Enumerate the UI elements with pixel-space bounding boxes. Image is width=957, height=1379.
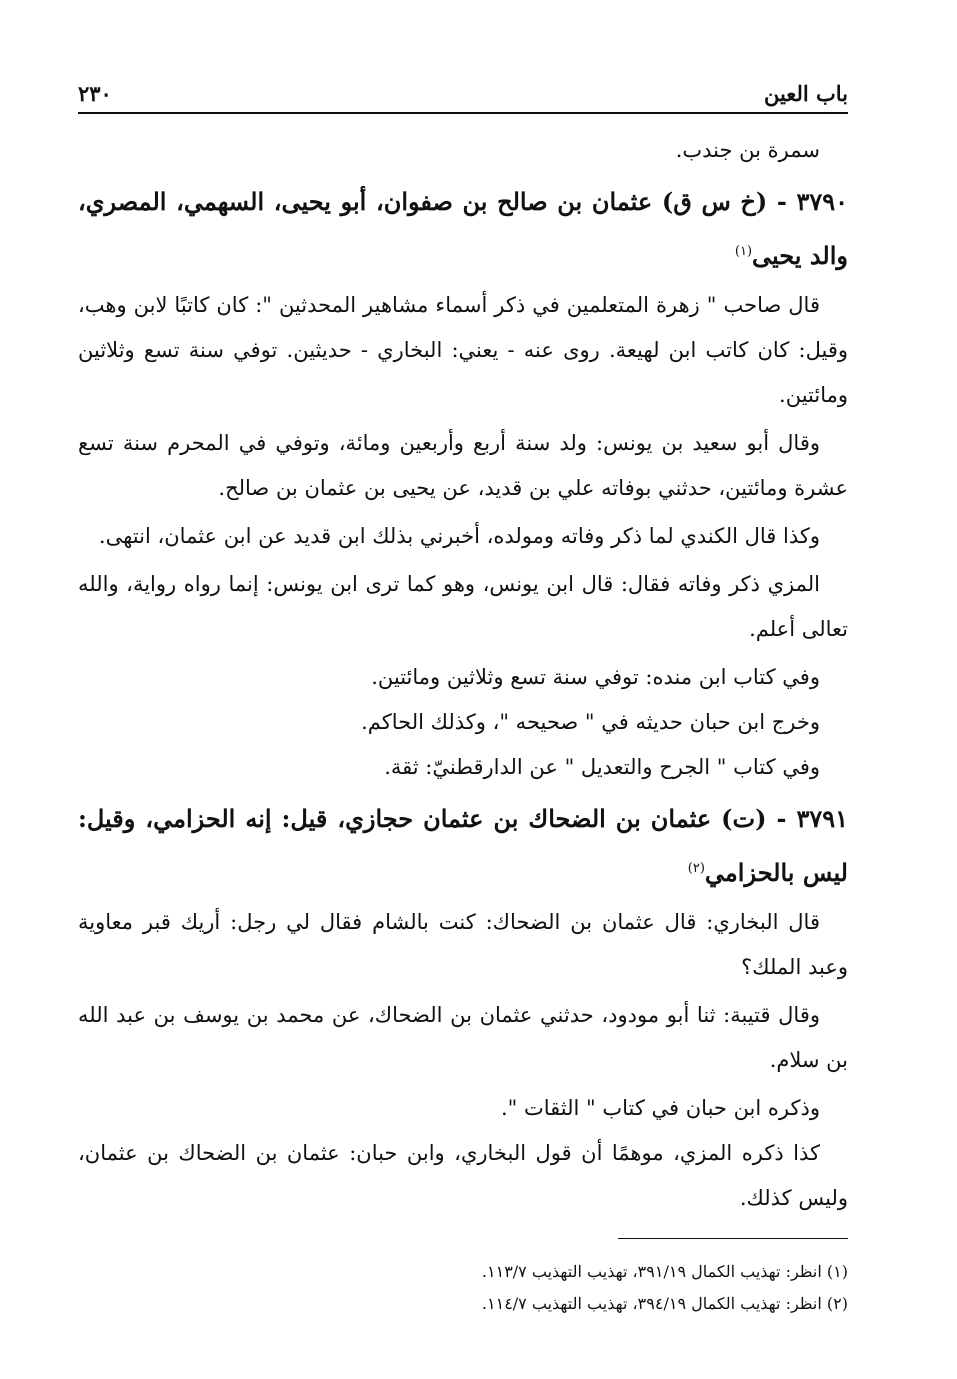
paragraph: وقال قتيبة: ثنا أبو مودود، حدثني عثمان بن الضحاك، عن محمد بن يوسف بن عبد الله بن سلام. [78,1003,848,1072]
footnote-ref-2: (٢) [687,861,705,876]
page-number: ٢٣٠ [78,81,112,106]
paragraph: وذكره ابن حبان في كتاب " الثقات ". [500,1096,820,1120]
footnote-1: (١) انظر: تهذيب الكمال ٣٩١/١٩، تهذيب التهذيب ١١٣/٧. [481,1262,848,1281]
footnote-2: (٢) انظر: تهذيب الكمال ٣٩٤/١٩، تهذيب التهذيب ١١٤/٧. [481,1294,848,1313]
entry-heading-text: ٣٧٩٠ - (خ س ق) عثمان بن صالح بن صفوان، أبو يحيى، السهمي، المصري، والد يحيى [78,187,849,270]
footnotes [78,1256,848,1320]
paragraph: سمرة بن جندب. [675,138,820,162]
paragraph: وفي كتاب ابن منده: توفي سنة تسع وثلاثين ومائتين. [371,665,820,689]
paragraph: قال البخاري: قال عثمان بن الضحاك: كنت بالشام فقال لي رجل: أريك قبر معاوية وعبد الملك؟ [78,910,848,979]
paragraph: وكذا قال الكندي لما ذكر وفاته ومولده، أخبرني بذلك ابن قديد عن ابن عثمان، انتهى. [98,524,820,548]
footnote-ref-1: (١) [734,244,753,259]
book-page [78,0,848,1379]
section-title: باب العين [763,81,848,106]
footnote-separator [618,1238,848,1239]
paragraph: وخرج ابن حبان حديثه في " صحيحه "، وكذلك الحاكم. [361,710,820,734]
entry-heading-3791 [78,794,848,898]
main-text [78,128,848,1224]
paragraph: قال صاحب " زهرة المتعلمين في ذكر أسماء مشاهير المحدثين ": كان كاتبًا لابن وهب، وقيل: كان كاتب ابن لهيعة. روى عنه - يعني: البخاري - حديثين. توفي سنة تسع وثلاثين ومائتين. [78,293,848,407]
paragraph: كذا ذكره المزي، موهمًا أن قول البخاري، وابن حبان: عثمان بن الضحاك بن عثمان، وليس كذلك. [78,1141,848,1210]
running-head [78,70,848,114]
entry-heading-text: ٣٧٩١ - (ت) عثمان بن الضحاك بن عثمان حجازي، قيل: إنه الحزامي، وقيل: ليس بالحزامي [78,804,848,887]
entry-heading-3790 [78,177,848,281]
paragraph: وقال أبو سعيد بن يونس: ولد سنة أربع وأربعين ومائة، وتوفي في المحرم سنة تسع عشرة ومائتين، حدثني بوفاته علي بن قديد، عن يحيى بن عثمان بن صالح. [78,431,848,500]
paragraph: المزي ذكر وفاته فقال: قال ابن يونس، وهو كما ترى ابن يونس: إنما رواه رواية، والله تعالى أعلم. [78,572,848,641]
paragraph: وفي كتاب " الجرح والتعديل " عن الدارقطنيّ: ثقة. [384,755,820,779]
